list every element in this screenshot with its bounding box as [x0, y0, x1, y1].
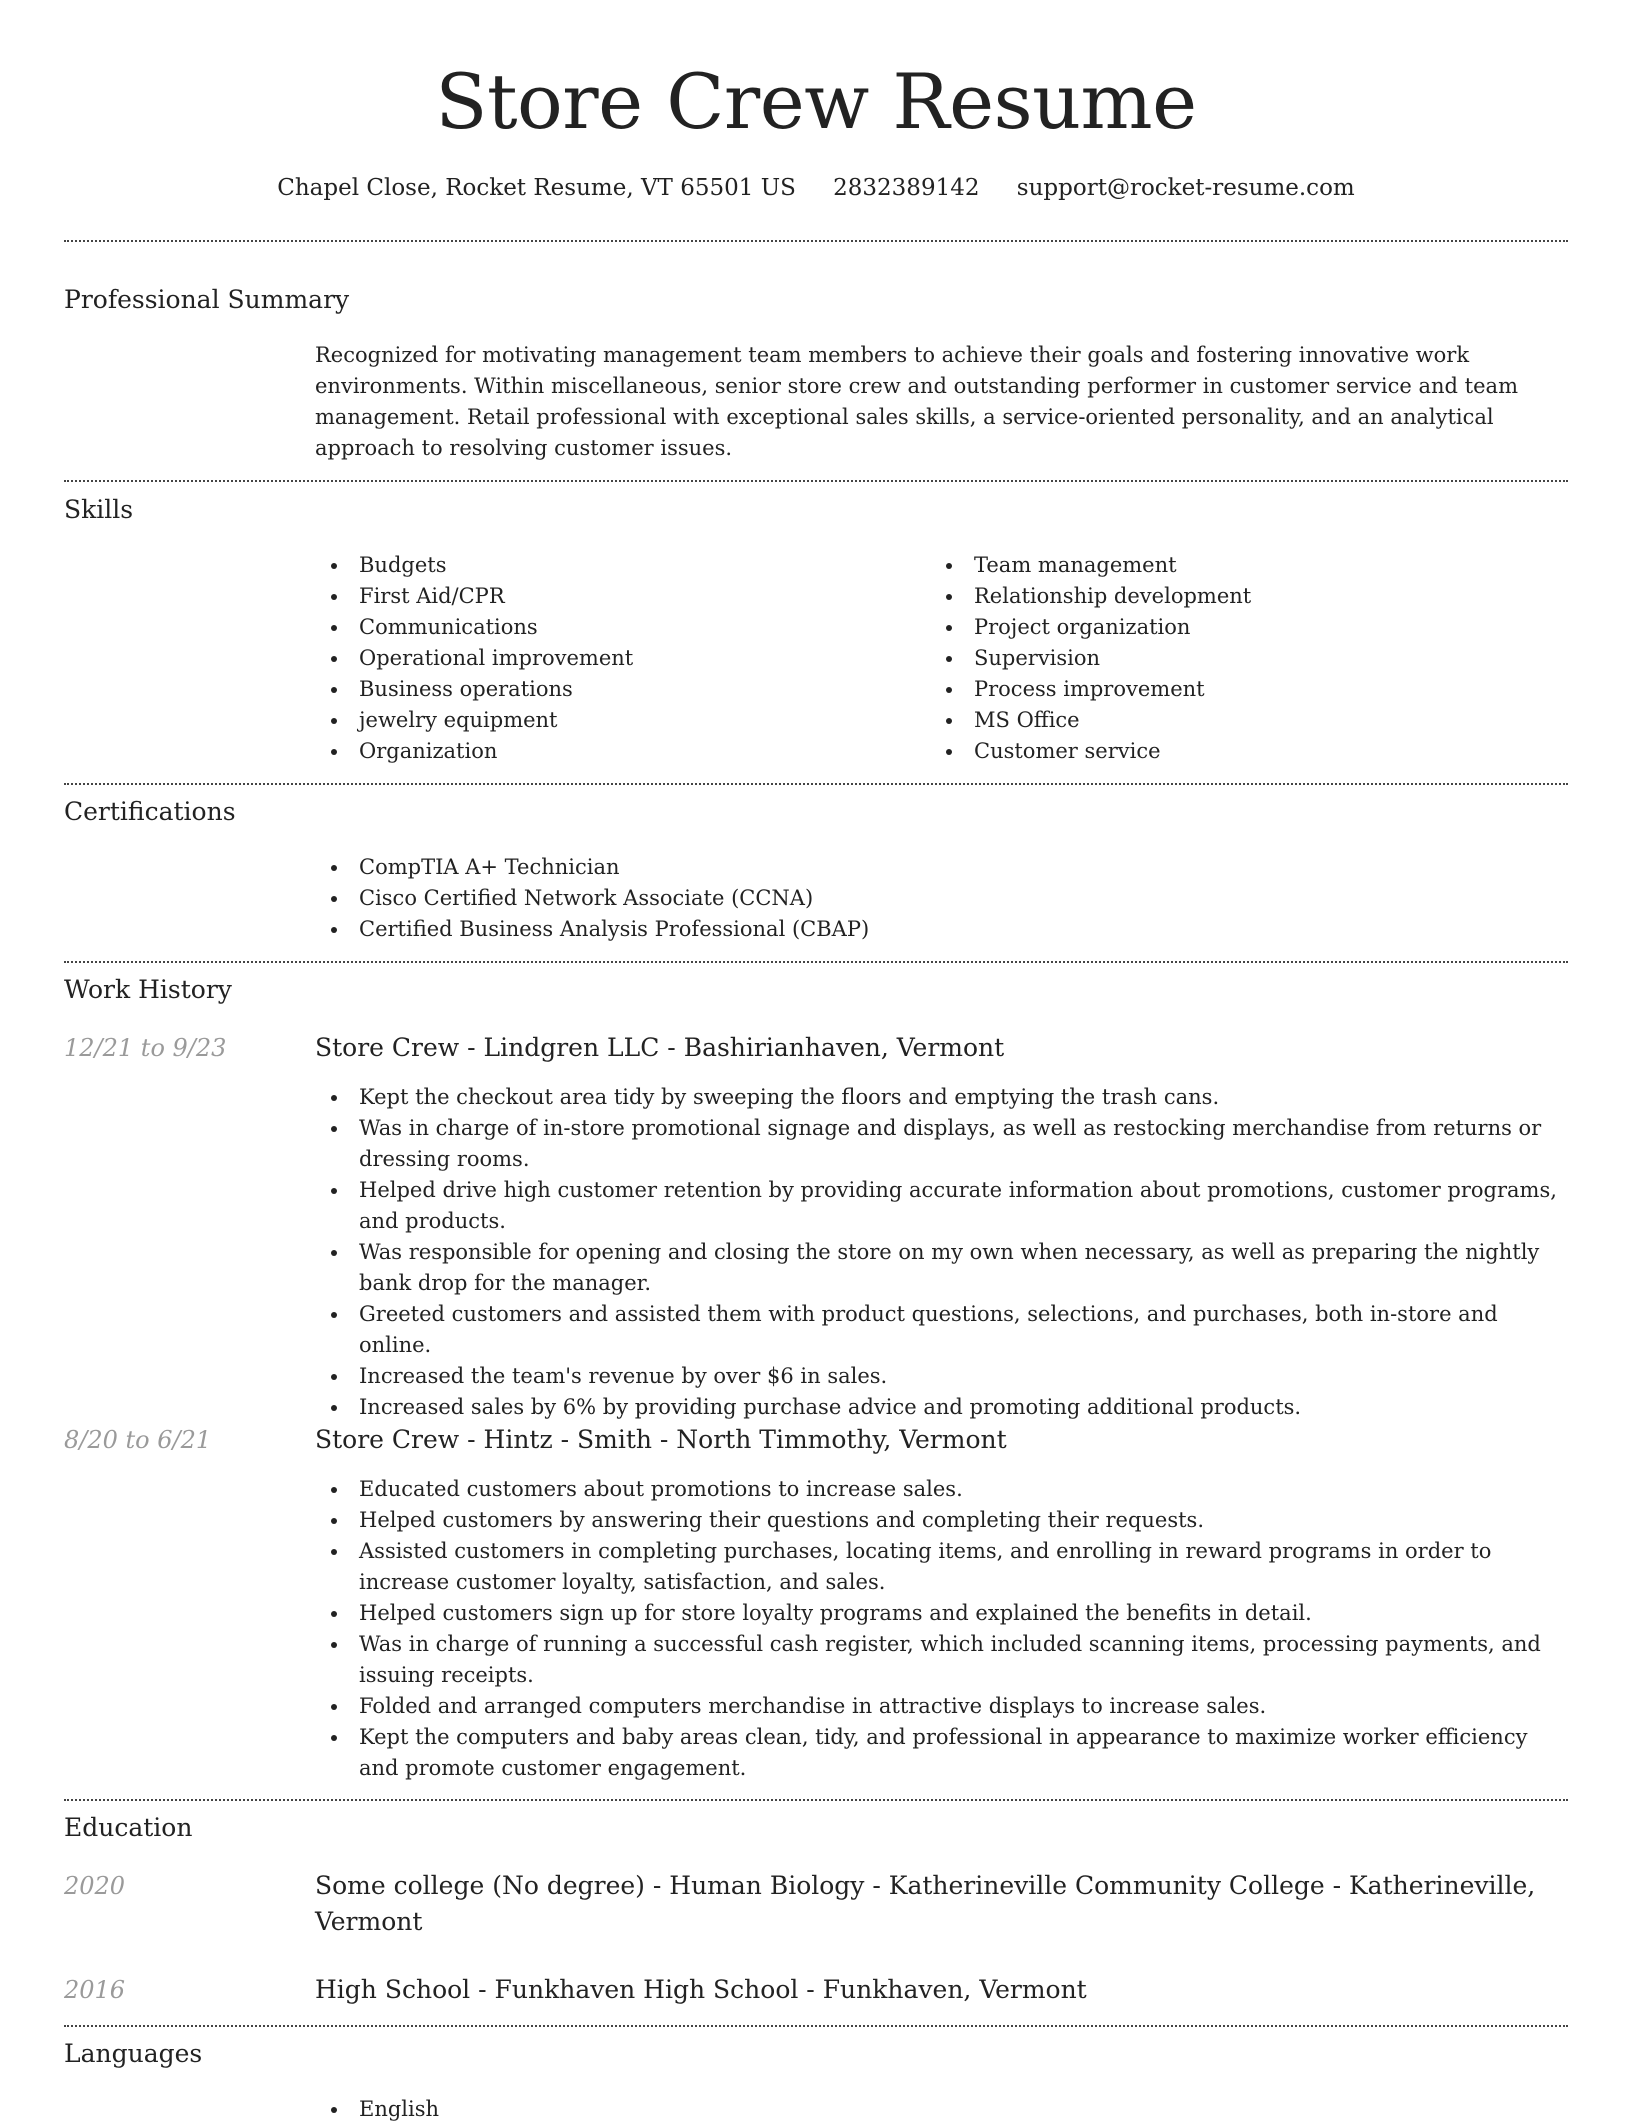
certifications-list: [315, 852, 1568, 945]
skill-item: jewelry equipment: [315, 705, 915, 736]
summary-text: Recognized for motivating management team members to achieve their goals and fostering innovative work environments. Within miscellaneous, senior store crew and outstanding performer in customer service and team management. Retail professional with exceptional sales skills, a service-oriented personality, and an analytical approach to resolving customer issues.: [315, 343, 1518, 460]
job-bullets: [315, 1082, 1568, 1423]
skill-item: MS Office: [930, 705, 1550, 736]
divider: [64, 961, 1568, 963]
job-bullet: Was in charge of in-store promotional signage and displays, as well as restocking merchandise from returns or dressing rooms.: [315, 1113, 1568, 1175]
education-year: 2016: [64, 1976, 126, 2004]
skill-item: Operational improvement: [315, 643, 915, 674]
job-bullet: Helped drive high customer retention by providing accurate information about promotions, customer programs, and products.: [315, 1175, 1568, 1237]
resume-title: Store Crew Resume: [435, 57, 1197, 146]
job-bullet: Was in charge of running a successful cash register, which included scanning items, processing payments, and issuing receipts.: [315, 1629, 1568, 1691]
job-bullet: Kept the checkout area tidy by sweeping the floors and emptying the trash cans.: [315, 1082, 1568, 1113]
divider: [64, 1799, 1568, 1801]
skills-column-right: [930, 550, 1550, 767]
certification-item: Cisco Certified Network Associate (CCNA): [315, 883, 1568, 914]
skill-item: Relationship development: [930, 581, 1550, 612]
certification-item: Certified Business Analysis Professional (CBAP): [315, 914, 1568, 945]
section-title-education: Education: [64, 1813, 193, 1842]
skill-item: Business operations: [315, 674, 915, 705]
divider: [64, 240, 1568, 242]
job-bullet: Helped customers sign up for store loyalty programs and explained the benefits in detail.: [315, 1598, 1568, 1629]
job-dates: 12/21 to 9/23: [64, 1034, 227, 1062]
job-bullet: Increased sales by 6% by providing purchase advice and promoting additional products.: [315, 1392, 1568, 1423]
section-title-work-history: Work History: [64, 975, 232, 1004]
job-heading: Store Crew - Hintz - Smith - North Timmothy, Vermont: [315, 1425, 1007, 1454]
section-title-languages: Languages: [64, 2039, 203, 2068]
skill-item: Project organization: [930, 612, 1550, 643]
job-bullets: [315, 1474, 1568, 1784]
languages-list: [315, 2094, 1568, 2125]
job-dates: 8/20 to 6/21: [64, 1426, 212, 1454]
section-title-skills: Skills: [64, 495, 134, 524]
contact-email: support@rocket-resume.com: [1016, 175, 1355, 201]
job-heading: Store Crew - Lindgren LLC - Bashirianhaven, Vermont: [315, 1033, 1005, 1062]
job-bullet: Assisted customers in completing purchases, locating items, and enrolling in reward programs in order to increase customer loyalty, satisfaction, and sales.: [315, 1536, 1568, 1598]
resume-page: [64, 0, 1568, 2121]
skill-item: Budgets: [315, 550, 915, 581]
skill-item: First Aid/CPR: [315, 581, 915, 612]
skills-column-left: [315, 550, 915, 767]
divider: [64, 480, 1568, 482]
education-heading: High School - Funkhaven High School - Funkhaven, Vermont: [315, 1975, 1087, 2004]
skill-item: Organization: [315, 736, 915, 767]
certification-item: CompTIA A+ Technician: [315, 852, 1568, 883]
skill-item: Process improvement: [930, 674, 1550, 705]
divider: [64, 783, 1568, 785]
job-bullet: Folded and arranged computers merchandise in attractive displays to increase sales.: [315, 1691, 1568, 1722]
job-bullet: Helped customers by answering their questions and completing their requests.: [315, 1505, 1568, 1536]
job-bullet: Kept the computers and baby areas clean, tidy, and professional in appearance to maximize worker efficiency and promote customer engagement.: [315, 1722, 1568, 1784]
skill-item: Team management: [930, 550, 1550, 581]
divider: [64, 2025, 1568, 2027]
job-bullet: Greeted customers and assisted them with product questions, selections, and purchases, both in-store and online.: [315, 1299, 1568, 1361]
skill-item: Supervision: [930, 643, 1550, 674]
skill-item: Customer service: [930, 736, 1550, 767]
section-title-summary: Professional Summary: [64, 285, 350, 314]
education-year: 2020: [64, 1872, 126, 1900]
job-bullet: Educated customers about promotions to increase sales.: [315, 1474, 1568, 1505]
section-title-certifications: Certifications: [64, 797, 236, 826]
education-heading: Some college (No degree) - Human Biology - Katherineville Community College - Katherineville, Vermont: [315, 1871, 1536, 1936]
contact-phone: 2832389142: [833, 175, 980, 201]
job-bullet: Increased the team's revenue by over $6 in sales.: [315, 1361, 1568, 1392]
contact-address: Chapel Close, Rocket Resume, VT 65501 US: [277, 175, 796, 201]
job-bullet: Was responsible for opening and closing the store on my own when necessary, as well as preparing the nightly bank drop for the manager.: [315, 1237, 1568, 1299]
skill-item: Communications: [315, 612, 915, 643]
language-item: English: [315, 2094, 1568, 2125]
contact-info: [64, 172, 1568, 204]
